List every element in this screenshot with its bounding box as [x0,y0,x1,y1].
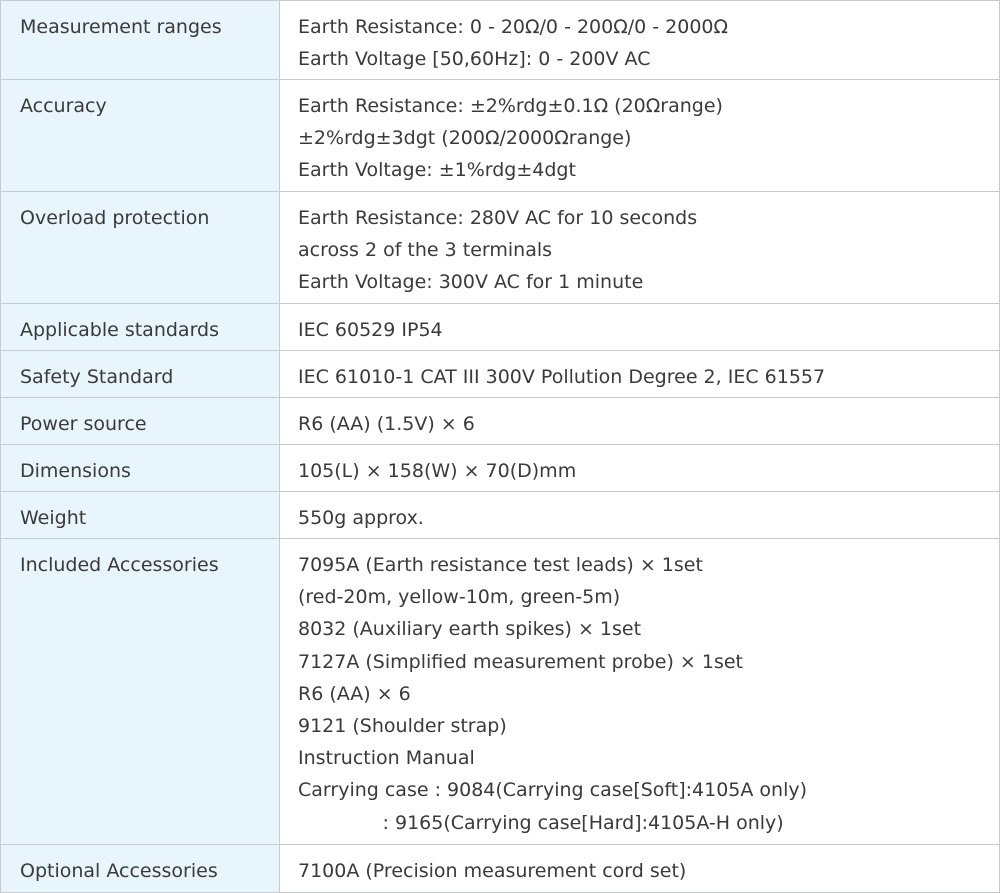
value-line: R6 (AA) × 6 [298,682,411,705]
value-line: : 9165(Carrying case[Hard]:4105A-H only) [298,811,784,834]
value-line: (red-20m, yellow-10m, green-5m) [298,586,621,609]
row-value-overload-protection [280,192,1000,304]
value-line: Earth Resistance: ±2%rdg±0.1Ω (20Ωrange) [298,95,723,117]
row-value-applicable-standards [280,304,1000,351]
row-value-included-accessories [280,539,1000,845]
value-line: 8032 (Auxiliary earth spikes) × 1set [298,618,642,641]
row-label-power-source: Power source [1,398,280,445]
table-row [1,80,1000,192]
table-row [1,304,1000,351]
row-label-weight: Weight [1,492,280,539]
row-value-safety-standard [280,351,1000,398]
row-label-accuracy: Accuracy [1,80,280,192]
value-line: 105(L) × 158(W) × 70(D)mm [298,460,577,482]
row-label-overload-protection: Overload protection [1,192,280,304]
table-row [1,398,1000,445]
row-label-optional-accessories: Optional Accessories [1,845,280,893]
value-line: 7100A (Precision measurement cord set) [298,860,687,882]
value-line: Earth Voltage [50,60Hz]: 0 - 200V AC [298,48,651,71]
row-label-applicable-standards: Applicable standards [1,304,280,351]
row-label-measurement-ranges: Measurement ranges [1,1,280,80]
value-line: Earth Voltage: 300V AC for 1 minute [298,271,644,294]
value-line: 9121 (Shoulder strap) [298,715,507,738]
row-label-included-accessories: Included Accessories [1,539,280,845]
value-line: Earth Resistance: 280V AC for 10 seconds [298,207,698,229]
row-value-accuracy [280,80,1000,192]
table-row [1,192,1000,304]
table-row [1,351,1000,398]
row-value-weight [280,492,1000,539]
value-line: 550g approx. [298,507,424,529]
value-line: IEC 60529 IP54 [298,319,443,341]
value-line: Earth Resistance: 0 - 20Ω/0 - 200Ω/0 - 2000Ω [298,16,729,38]
row-label-dimensions: Dimensions [1,445,280,492]
value-line: Earth Voltage: ±1%rdg±4dgt [298,159,576,182]
row-value-measurement-ranges [280,1,1000,80]
value-line: IEC 61010-1 CAT III 300V Pollution Degree 2, IEC 61557 [298,366,826,388]
value-line: R6 (AA) (1.5V) × 6 [298,413,475,435]
value-line: Carrying case : 9084(Carrying case[Soft]:4105A only) [298,779,808,802]
table-row [1,539,1000,845]
table-row [1,492,1000,539]
value-line: 7095A (Earth resistance test leads) × 1set [298,554,703,576]
row-label-safety-standard: Safety Standard [1,351,280,398]
row-value-dimensions [280,445,1000,492]
value-line: Instruction Manual [298,747,475,770]
spec-table-body [1,1,1000,893]
row-value-optional-accessories [280,845,1000,893]
value-line: across 2 of the 3 terminals [298,239,553,262]
table-row [1,845,1000,893]
row-value-power-source [280,398,1000,445]
value-line: 7127A (Simplified measurement probe) × 1set [298,650,743,673]
table-row [1,1,1000,80]
table-row [1,445,1000,492]
value-line: ±2%rdg±3dgt (200Ω/2000Ωrange) [298,127,632,150]
